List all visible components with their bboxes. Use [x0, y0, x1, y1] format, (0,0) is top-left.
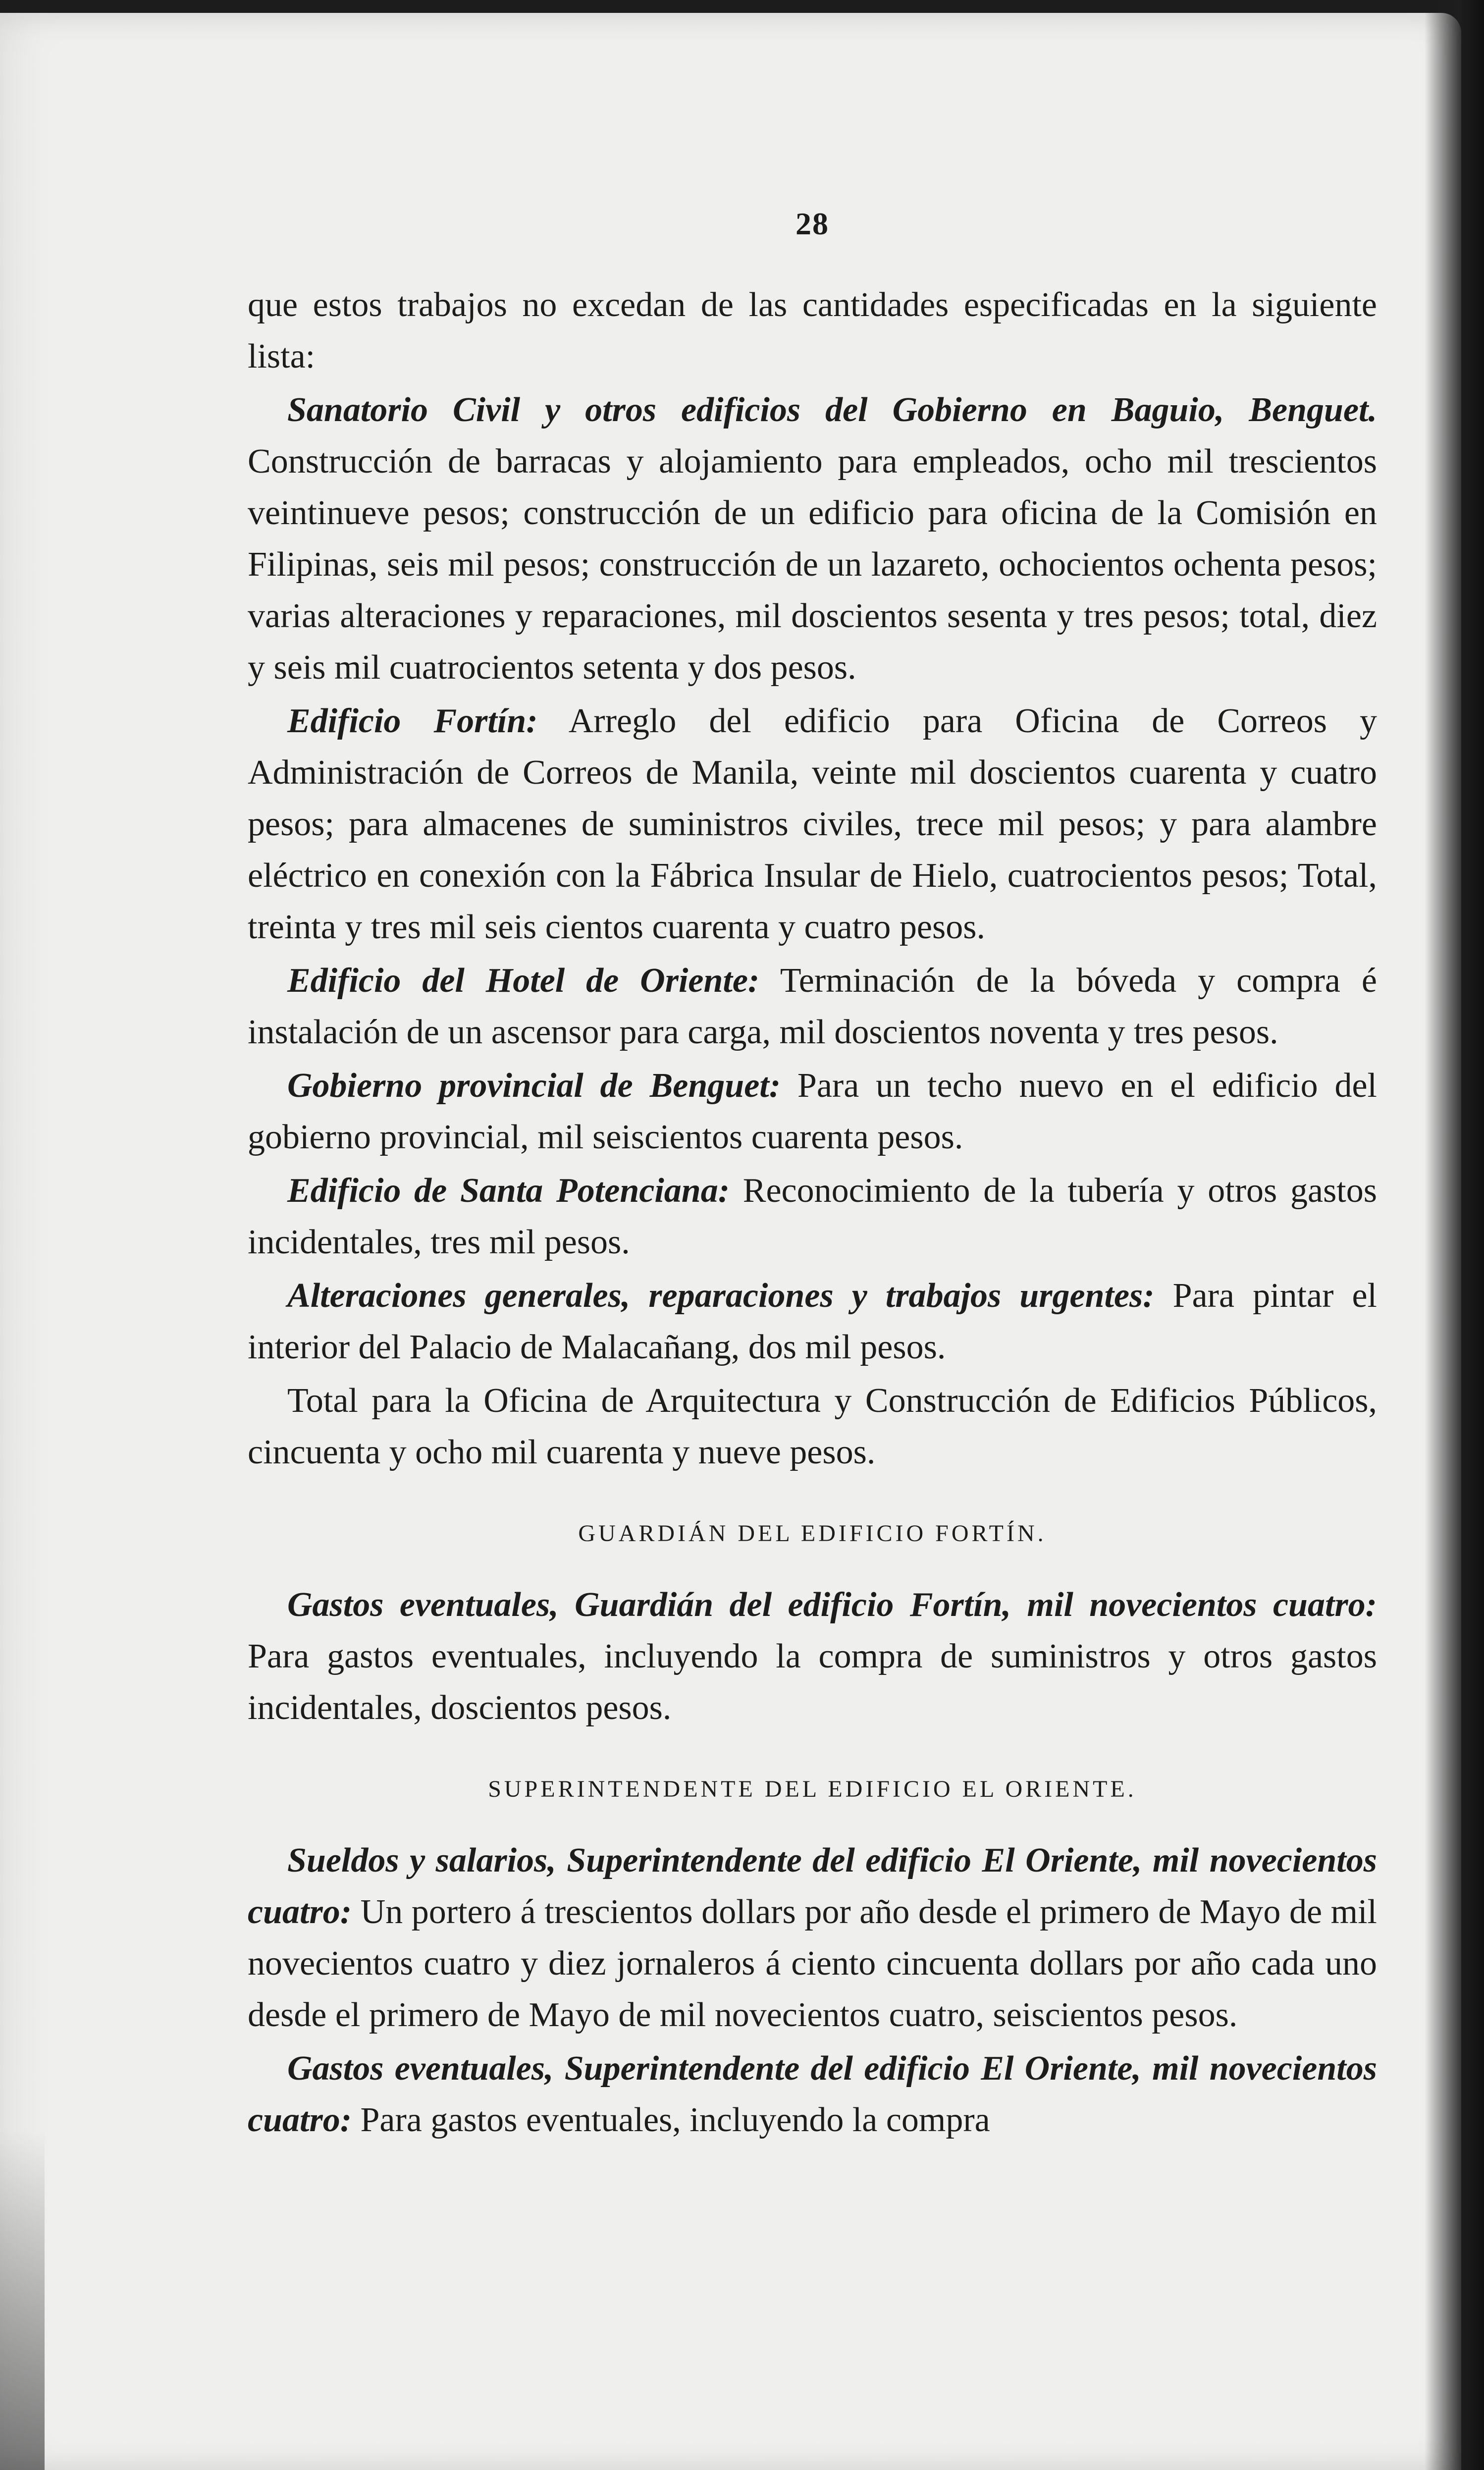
item-heading: Sanatorio Civil y otros edificios del Gobierno en Baguio, Benguet. — [287, 391, 1377, 429]
page-edge-shadow — [1425, 0, 1484, 2470]
paragraph-body: Un portero á trescientos dollars por año desde el primero de Mayo de mil novecientos cuatro y diez jornaleros á ciento cincuenta dollars por año cada uno desde el primero de Mayo de mil novecientos cuatro, seiscientos pesos. — [248, 1893, 1377, 2034]
item-body: Reconocimiento de la tubería y otros gastos incidentales, tres mil pesos. — [248, 1172, 1377, 1261]
paragraph-heading: Gastos eventuales, Guardián del edificio Fortín, mil novecientos cuatro: — [287, 1586, 1377, 1624]
item-body: Terminación de la bóveda y compra é instalación de un ascensor para carga, mil doscientos noventa y tres pesos. — [248, 962, 1377, 1051]
page-corner-shadow — [0, 2130, 45, 2470]
item-fortin — [248, 696, 1377, 953]
item-heading: Edificio de Santa Potenciana: — [287, 1172, 730, 1210]
paragraph-heading: Sueldos y salarios, Superintendente del edificio El Oriente, mil novecientos cuatro: — [248, 1841, 1377, 1931]
section-title-superintendent: SUPERINTENDENTE DEL EDIFICIO EL ORIENTE. — [488, 1776, 1137, 1802]
section-title-guardian: GUARDIÁN DEL EDIFICIO FORTÍN. — [578, 1520, 1047, 1547]
item-heading: Alteraciones generales, reparaciones y trabajos urgentes: — [287, 1277, 1155, 1315]
superintendent-salaries — [248, 1835, 1377, 2041]
item-alteraciones — [248, 1270, 1377, 1373]
page-content — [248, 198, 1377, 2146]
page-number: 28 — [795, 206, 829, 241]
item-body: Arreglo del edificio para Oficina de Correos y Administración de Correos de Manila, veinte mil doscientos cuarenta y cuatro pesos; para almacenes de suministros civiles, trece mil pesos; y para alambre eléctrico en conexión con la Fábrica Insular de Hielo, cuatrocientos pesos; Total, treinta y tres mil seis cientos cuarenta y cuatro pesos. — [248, 702, 1377, 946]
paragraph-heading: Gastos eventuales, Superintendente del edificio El Oriente, mil novecientos cuatro: — [248, 2049, 1377, 2139]
item-heading: Edificio Fortín: — [287, 702, 538, 740]
paragraph-body: Para gastos eventuales, incluyendo la compra — [352, 2101, 990, 2139]
intro-paragraph: que estos trabajos no excedan de las cantidades especificadas en la siguiente lista: — [248, 286, 1377, 376]
item-body: Construcción de barracas y alojamiento para empleados, ocho mil trescientos veintinueve pesos; construcción de un edificio para oficina de la Comisión en Filipinas, seis mil pesos; construcción de un lazareto, ochocientos ochenta pesos; varias alteraciones y reparaciones, mil doscientos sesenta y tres pesos; total, diez y seis mil cuatrocientos setenta y dos pesos. — [248, 442, 1377, 687]
item-heading: Edificio del Hotel de Oriente: — [287, 962, 760, 1000]
paragraph-body: Para gastos eventuales, incluyendo la compra de suministros y otros gastos incidentales, doscientos pesos. — [248, 1637, 1377, 1727]
item-body: Para un techo nuevo en el edificio del gobierno provincial, mil seiscientos cuarenta pesos. — [248, 1067, 1377, 1156]
total-paragraph: Total para la Oficina de Arquitectura y Construcción de Edificios Públicos, cincuenta y ocho mil cuarenta y nueve pesos. — [248, 1382, 1377, 1471]
superintendent-expenses — [248, 2043, 1377, 2146]
item-body: Para pintar el interior del Palacio de Malacañang, dos mil pesos. — [248, 1277, 1377, 1366]
item-benguet — [248, 1060, 1377, 1163]
guardian-paragraph — [248, 1579, 1377, 1734]
item-heading: Gobierno provincial de Benguet: — [287, 1067, 781, 1105]
item-sanatorio — [248, 384, 1377, 694]
item-santa-potenciana — [248, 1165, 1377, 1268]
item-hotel-oriente — [248, 955, 1377, 1058]
